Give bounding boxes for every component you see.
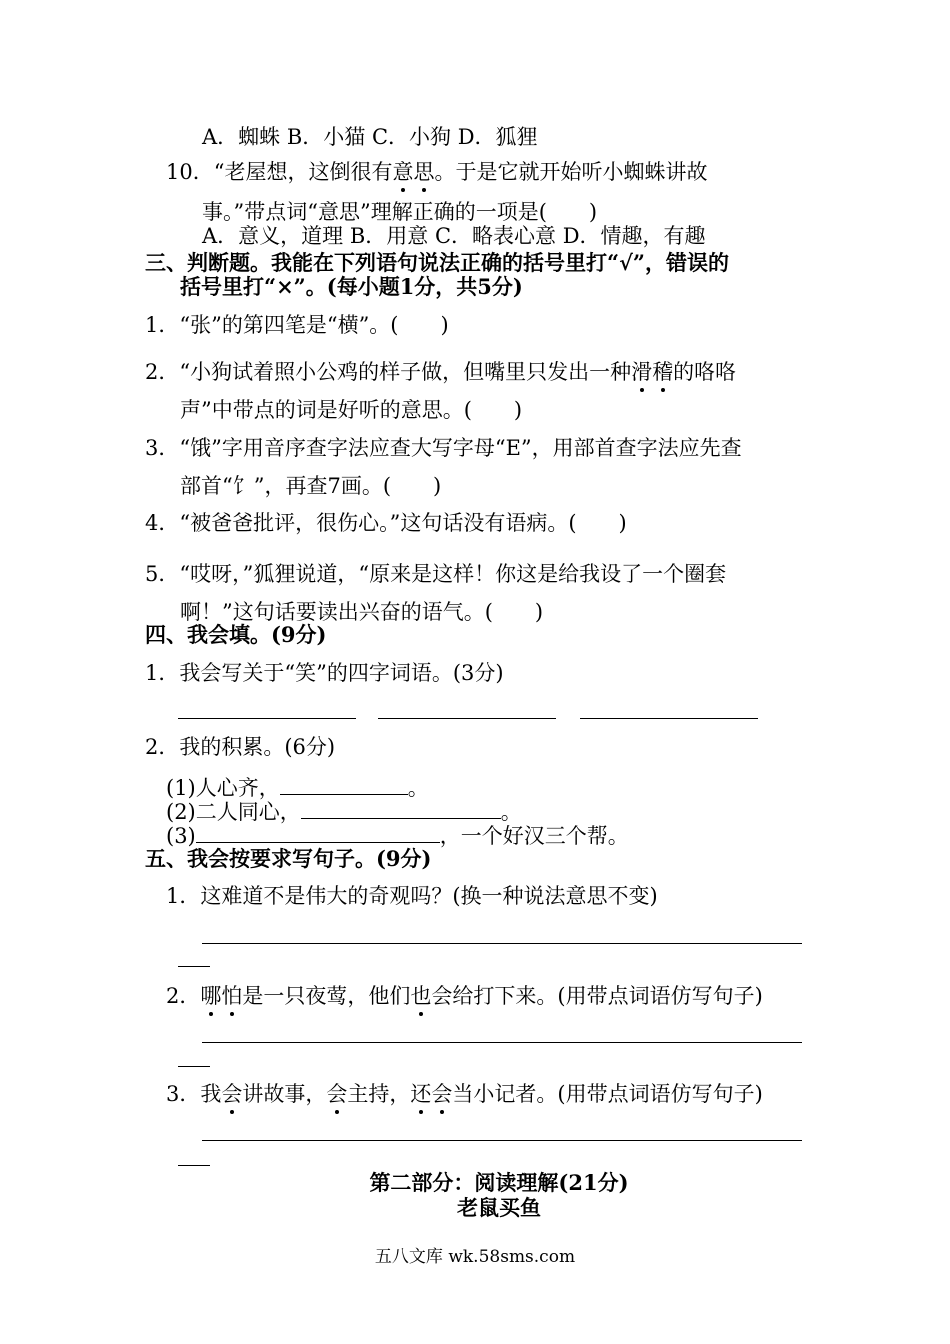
answer-line[interactable] (178, 1165, 210, 1166)
s3-q2-text-b: 的咯咯 (673, 360, 737, 384)
s5-q1: 1．这难道不是伟大的奇观吗？(换一种说法意思不变) (166, 884, 658, 908)
dotted-char: 也 (410, 984, 432, 1008)
s4-fill2-text: (2)二人同心， (166, 800, 301, 824)
answer-line[interactable] (202, 1042, 802, 1043)
dotted-char: 还 (410, 1082, 432, 1106)
answer-line[interactable] (580, 718, 758, 719)
s3-q1: 1．“张”的第四笔是“横”。( ) (145, 313, 449, 337)
q10-options: A．意义，道理 B．用意 C．略表心意 D．情趣，有趣 (202, 224, 706, 248)
answer-line[interactable] (202, 943, 802, 944)
answer-line[interactable] (378, 718, 556, 719)
answer-line[interactable] (178, 718, 356, 719)
s3-q5-line2: 啊！”这句话要读出兴奋的语气。( ) (180, 600, 544, 624)
dotted-char: 会 (431, 1082, 453, 1106)
dotted-char: 滑 (631, 360, 653, 384)
s4-q2: 2．我的积累。(6分) (145, 735, 336, 759)
s5-q3-text-c: 主持， (347, 1082, 411, 1106)
s4-q1: 1．我会写关于“笑”的四字词语。(3分) (145, 661, 504, 685)
s4-fill1-end: 。 (407, 776, 429, 800)
section3-heading-line1: 三、判断题。我能在下列语句说法正确的括号里打“√”，错误的 (145, 250, 729, 275)
s4-fill1-text: (1)人心齐， (166, 776, 280, 800)
s4-fill2-end: 。 (500, 800, 522, 824)
s5-q3-text-a: 3．我 (166, 1082, 222, 1106)
s4-fill3-end: ，一个好汉三个帮。 (439, 824, 629, 848)
dotted-char: 哪 (200, 984, 222, 1008)
dotted-char: 意 (392, 160, 414, 184)
q10-line2: 事。”带点词“意思”理解正确的一项是( ) (202, 200, 598, 224)
answer-line[interactable] (202, 1140, 802, 1141)
s5-q3-text-d: 当小记者。(用带点词语仿写句子) (452, 1082, 763, 1106)
s5-q2-text-a: 是一只夜莺，他们 (242, 984, 411, 1008)
answer-line[interactable] (178, 1066, 210, 1067)
fill-blank[interactable] (196, 820, 440, 843)
s5-q2 (166, 982, 763, 1010)
answer-line[interactable] (178, 966, 210, 967)
s5-q2-text-b: 会给打下来。(用带点词语仿写句子) (431, 984, 763, 1008)
q9-options: A．蜘蛛 B．小猫 C．小狗 D．狐狸 (202, 125, 538, 149)
s3-q4: 4．“被爸爸批评，很伤心。”这句话没有语病。( ) (145, 511, 627, 535)
q10-text-b: 。于是它就开始听小蜘蛛讲故 (434, 160, 708, 184)
story-title: 老鼠买鱼 (457, 1195, 541, 1220)
s3-q2-line1 (145, 358, 736, 386)
s3-q2-text-a: 2．“小狗试着照小公鸡的样子做，但嘴里只发出一种 (145, 360, 632, 384)
dotted-char: 会 (221, 1082, 243, 1106)
dotted-char: 怕 (221, 984, 243, 1008)
s5-q2-number: 2． (166, 984, 201, 1008)
s3-q3-line1: 3．“饿”字用音序查字法应查大写字母“E”，用部首查字法应先查 (145, 436, 742, 460)
q10-number: 10． (166, 160, 214, 184)
dotted-char: 稽 (652, 360, 674, 384)
s3-q3-line2: 部首“饣”，再查7画。( ) (180, 474, 442, 498)
part2-title: 第二部分：阅读理解(21分) (369, 1170, 629, 1195)
fill-blank[interactable] (280, 772, 408, 795)
s5-q3 (166, 1080, 763, 1108)
section5-heading: 五、我会按要求写句子。(9分) (145, 846, 432, 871)
fill-blank[interactable] (301, 796, 501, 819)
section4-heading: 四、我会填。(9分) (145, 622, 327, 647)
footer-watermark: 五八文库 wk.58sms.com (374, 1247, 576, 1267)
dotted-char: 会 (326, 1082, 348, 1106)
dotted-char: 思 (413, 160, 435, 184)
s4-fill3-text: (3) (166, 824, 196, 848)
s3-q2-line2: 声”中带点的词是好听的意思。( ) (180, 398, 523, 422)
section3-heading-line2: 括号里打“×”。(每小题1分，共5分) (180, 274, 523, 299)
s5-q3-text-b: 讲故事， (242, 1082, 327, 1106)
q10-text-a: “老屋想，这倒很有 (213, 160, 393, 184)
s3-q5-line1: 5．“哎呀，”狐狸说道，“原来是这样！你这是给我设了一个圈套 (145, 562, 727, 586)
q10-line1 (166, 158, 707, 186)
